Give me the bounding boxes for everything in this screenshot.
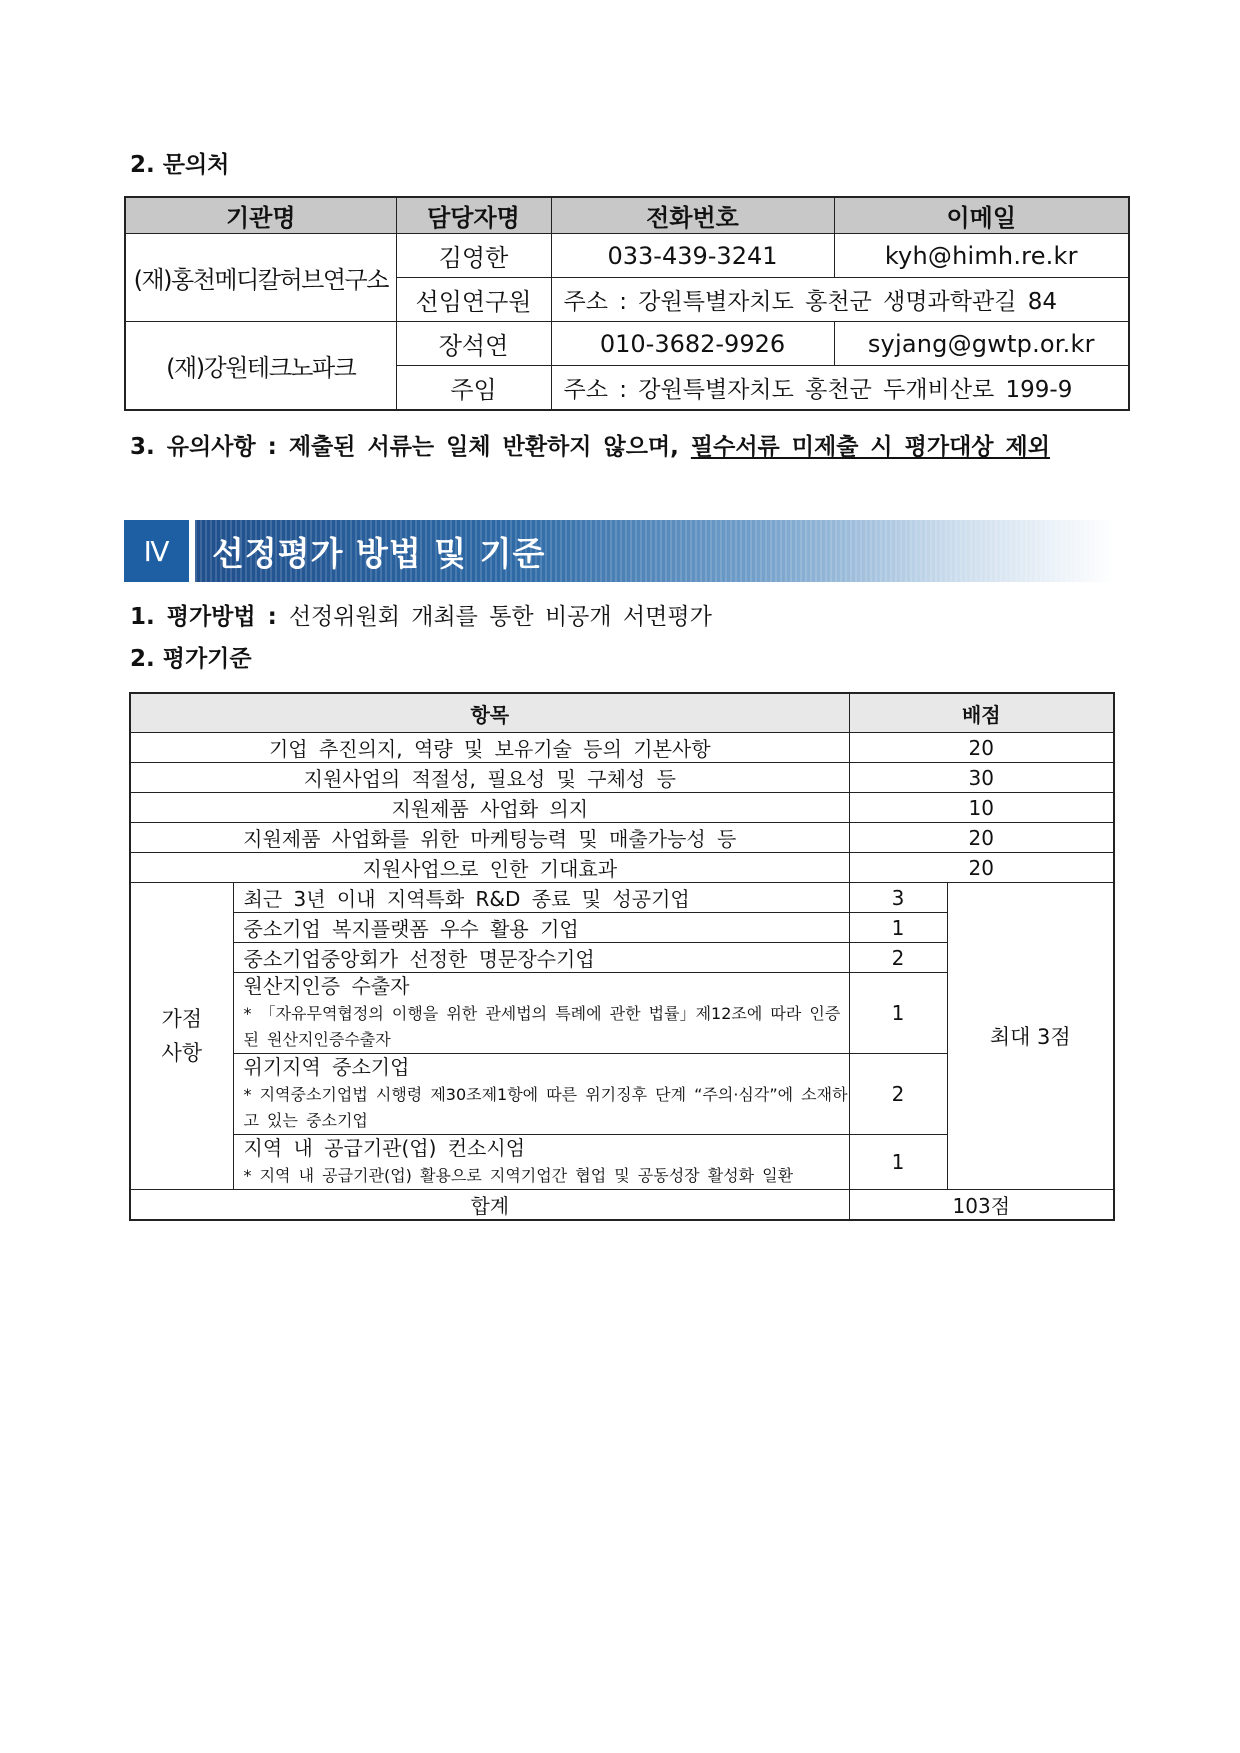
bonus-score: 3 [849,883,947,913]
contact-name: 장석연 [396,322,551,366]
contact-email: syjang@gwtp.or.kr [834,322,1129,366]
bonus-item-note: * 지역중소기업법 시행령 제30조제1항에 따른 위기징후 단계 “주의·심각”에 소재하고 있는 중소기업 [243,1085,848,1130]
criteria-item: 지원제품 사업화 의지 [130,793,849,823]
bonus-category-line2: 사항 [161,1041,203,1065]
header-email: 이메일 [834,197,1129,234]
method-label: 1. 평가방법 [130,604,256,630]
section-number-badge: Ⅳ [124,520,189,582]
bonus-item: 위기지역 중소기업 [243,1055,410,1079]
total-label: 합계 [130,1190,849,1221]
contact-address: 주소 : 강원특별자치도 홍천군 두개비산로 199-9 [551,366,1129,411]
contact-phone: 010-3682-9926 [551,322,834,366]
criteria-heading: 2. 평가기준 [130,646,252,672]
bonus-score: 1 [849,973,947,1054]
bonus-max: 최대 3점 [947,883,1114,1190]
section-title: 선정평가 방법 및 기준 [212,533,546,573]
criteria-score: 10 [849,793,1114,823]
criteria-score: 20 [849,733,1114,763]
table-row [130,823,1114,853]
criteria-item: 기업 추진의지, 역량 및 보유기술 등의 기본사항 [130,733,849,763]
method-separator: : [255,604,289,630]
section-title-banner [195,520,1115,582]
criteria-score: 20 [849,823,1114,853]
contact-title: 주임 [396,366,551,411]
contact-name: 김영한 [396,234,551,278]
bonus-item-cell [233,1135,849,1190]
bonus-score: 1 [849,1135,947,1190]
bonus-item: 지역 내 공급기관(업) 컨소시엄 [243,1136,526,1160]
table-row [130,853,1114,883]
notice-text: 3. 유의사항 : 제출된 서류는 일체 반환하지 않으며, [130,434,679,460]
contact-org: (재)홍천메디칼허브연구소 [125,234,396,322]
total-row [130,1190,1114,1221]
bonus-item-cell [233,1054,849,1135]
table-row [130,763,1114,793]
contact-address: 주소 : 강원특별자치도 홍천군 생명과학관길 84 [551,278,1129,322]
table-row [130,733,1114,763]
bonus-category-line1: 가점 [161,1007,203,1031]
bonus-item: 중소기업 복지플랫폼 우수 활용 기업 [233,913,849,943]
header-item: 항목 [130,693,849,733]
header-person: 담당자명 [396,197,551,234]
bonus-category [130,883,233,1190]
contact-table [124,196,1130,411]
header-org: 기관명 [125,197,396,234]
criteria-header-row [130,693,1114,733]
header-score: 배점 [849,693,1114,733]
table-row [130,793,1114,823]
bonus-item-note: * 「자유무역협정의 이행을 위한 관세법의 특례에 관한 법률」제12조에 따라 인증된 원산지인증수출자 [243,1004,841,1049]
criteria-table [129,692,1115,1221]
method-text: 선정위원회 개최를 통한 비공개 서면평가 [288,604,712,630]
bonus-score: 2 [849,943,947,973]
bonus-item-cell [233,973,849,1054]
contact-phone: 033-439-3241 [551,234,834,278]
contact-email: kyh@himh.re.kr [834,234,1129,278]
method-line [130,598,712,631]
contact-row [125,322,1129,366]
contact-heading: 2. 문의처 [130,152,230,178]
criteria-score: 30 [849,763,1114,793]
contact-org: (재)강원테크노파크 [125,322,396,411]
table-row [130,883,1114,913]
total-value: 103점 [849,1190,1114,1221]
criteria-item: 지원사업으로 인한 기대효과 [130,853,849,883]
contact-title: 선임연구원 [396,278,551,322]
bonus-item-note: * 지역 내 공급기관(업) 활용으로 지역기업간 협업 및 공동성장 활성화 일환 [243,1166,794,1185]
bonus-item: 원산지인증 수출자 [243,974,410,998]
bonus-score: 1 [849,913,947,943]
contact-row [125,234,1129,278]
notice-underlined: 필수서류 미제출 시 평가대상 제외 [690,434,1050,460]
criteria-item: 지원사업의 적절성, 필요성 및 구체성 등 [130,763,849,793]
criteria-score: 20 [849,853,1114,883]
header-phone: 전화번호 [551,197,834,234]
notice-line [130,428,1050,461]
criteria-item: 지원제품 사업화를 위한 마케팅능력 및 매출가능성 등 [130,823,849,853]
contact-header-row [125,197,1129,234]
bonus-score: 2 [849,1054,947,1135]
bonus-item: 중소기업중앙회가 선정한 명문장수기업 [233,943,849,973]
bonus-item: 최근 3년 이내 지역특화 R&D 종료 및 성공기업 [233,883,849,913]
